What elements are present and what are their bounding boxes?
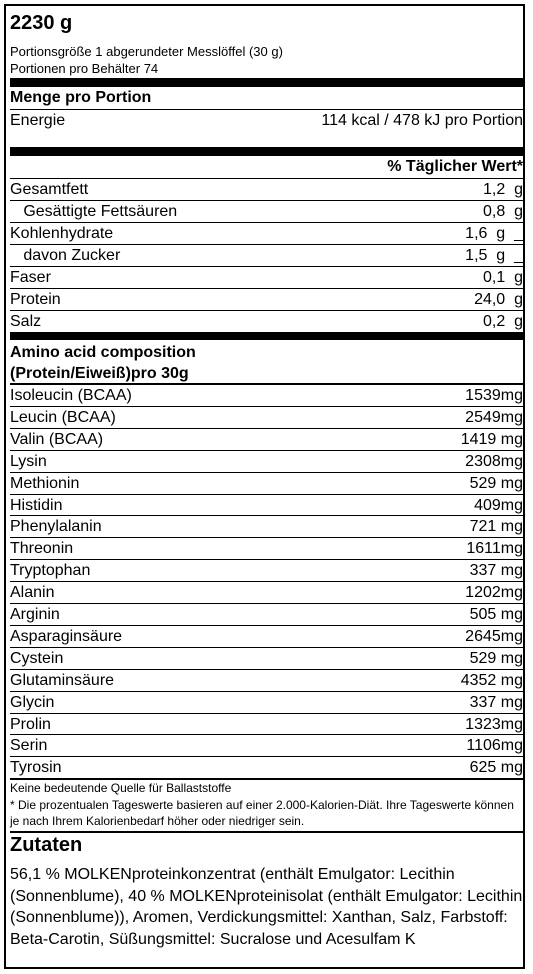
ingredients-text: 56,1 % MOLKENproteinkonzentrat (enthält Emulgator: Lecithin (Sonnenblume), 40 % MOLKENproteinisolat (enthält Emulgator: Lecithin (Sonnenblume)), Aromen, Verdickungsmittel: Xanthan, Salz, Farbstoff: Beta-Carotin, Süßungsmittel: Sucralose und Acesulfam K [10,866,523,948]
amino-value: 529 mg [469,649,523,667]
amino-name: Asparaginsäure [10,627,123,645]
ingredients-heading: Zutaten [10,834,83,856]
nutrient-row [10,266,523,288]
amino-value: 337 mg [469,693,523,711]
amino-name: Glycin [10,693,55,711]
amino-row [10,494,523,516]
amino-name: Phenylalanin [10,518,102,536]
nutrient-name: Kohlenhydrate [10,225,114,242]
amino-name: Alanin [10,584,55,602]
amino-name: Leucin (BCAA) [10,408,116,426]
amino-name: Tryptophan [10,562,91,580]
energy-value: 114 kcal / 478 kJ pro Portion [321,112,523,129]
nutrient-name: Protein [10,291,61,308]
divider-thick [10,332,523,340]
nutrient-row [10,178,523,200]
amino-value: 529 mg [469,474,523,492]
amino-row [10,537,523,559]
amino-heading-line1: Amino acid composition [10,344,196,361]
amino-value: 337 mg [469,562,523,580]
amino-name: Methionin [10,474,80,492]
amino-heading-line2: (Protein/Eiweiß)pro 30g [10,365,189,382]
amino-value: 4352 mg [460,671,523,689]
amino-value: 1323mg [465,715,523,733]
nutrient-name: Gesättigte Fettsäuren [10,203,178,220]
nutrient-value: 1,5 g _ [465,247,523,264]
amino-name: Lysin [10,452,47,470]
amino-row [10,428,523,450]
nutrition-label [4,4,525,969]
nutrient-name: Salz [10,313,42,330]
divider-thick [10,78,523,87]
amino-row [10,559,523,581]
amino-row [10,647,523,669]
amino-value: 1539mg [465,387,523,404]
daily-value-heading: % Täglicher Wert* [387,158,523,175]
amino-value: 1611mg [466,540,523,558]
divider [10,831,523,833]
amino-heading [10,342,196,384]
amino-value: 2645mg [465,627,523,645]
amino-row [10,625,523,647]
nutrient-name: Gesamtfett [10,181,89,198]
amino-row [10,603,523,625]
amino-value: 2549mg [465,408,523,426]
amino-value: 409mg [474,496,523,514]
amino-row [10,450,523,472]
servings-per-container: Portionen pro Behälter 74 [10,61,159,76]
amino-value: 2308mg [465,452,523,470]
amino-value: 1419 mg [460,430,523,448]
nutrient-value: 24,0 g [474,291,523,308]
amino-name: Histidin [10,496,63,514]
nutrient-value: 1,6 g _ [465,225,523,242]
nutrient-value: 0,2 g [482,313,523,330]
amino-name: Tyrosin [10,759,62,777]
amino-name: Valin (BCAA) [10,430,104,448]
amino-name: Threonin [10,540,74,558]
amino-name: Prolin [10,715,51,733]
amino-row [10,734,523,756]
amino-name: Serin [10,737,48,755]
amino-value: 1202mg [465,584,523,602]
amino-name: Isoleucin (BCAA) [10,387,132,404]
amino-value: 625 mg [469,759,523,777]
daily-value-heading-row [10,156,523,178]
nutrient-row [10,200,523,222]
per-portion-heading-row [10,87,523,109]
nutrient-row [10,288,523,310]
amino-row [10,406,523,428]
amino-row [10,691,523,713]
amino-row [10,756,523,778]
amino-value: 1106mg [466,737,523,755]
amino-row [10,472,523,494]
per-portion-heading: Menge pro Portion [10,89,152,106]
amino-name: Cystein [10,649,64,667]
amino-value: 721 mg [469,518,523,536]
energy-row [10,109,523,131]
amino-name: Glutaminsäure [10,671,115,689]
nutrient-value: 0,8 g [482,203,523,220]
daily-value-note: * Die prozentualen Tageswerte basieren auf einer 2.000-Kalorien-Diät. Ihre Tageswerte können je nach Ihrem Kalorienbedarf höher oder niedriger sein. [10,798,514,828]
amino-row [10,713,523,735]
serving-size: Portionsgröße 1 abgerundeter Messlöffel (30 g) [10,44,283,59]
nutrient-name: Faser [10,269,51,286]
nutrient-value: 0,1 g [482,269,523,286]
nutrient-row [10,222,523,244]
package-weight: 2230 g [10,12,73,34]
nutrient-row [10,310,523,332]
energy-label: Energie [10,112,66,129]
divider-thick [10,147,523,156]
amino-value: 505 mg [469,606,523,623]
fiber-note: Keine bedeutende Quelle für Ballaststoffe [10,781,232,795]
nutrient-name: davon Zucker [10,247,121,264]
amino-row [10,669,523,691]
amino-row [10,384,523,406]
amino-row [10,581,523,603]
nutrient-row [10,244,523,266]
amino-row [10,515,523,537]
nutrient-value: 1,2 g [482,181,523,198]
divider [10,778,523,780]
amino-name: Arginin [10,606,60,623]
